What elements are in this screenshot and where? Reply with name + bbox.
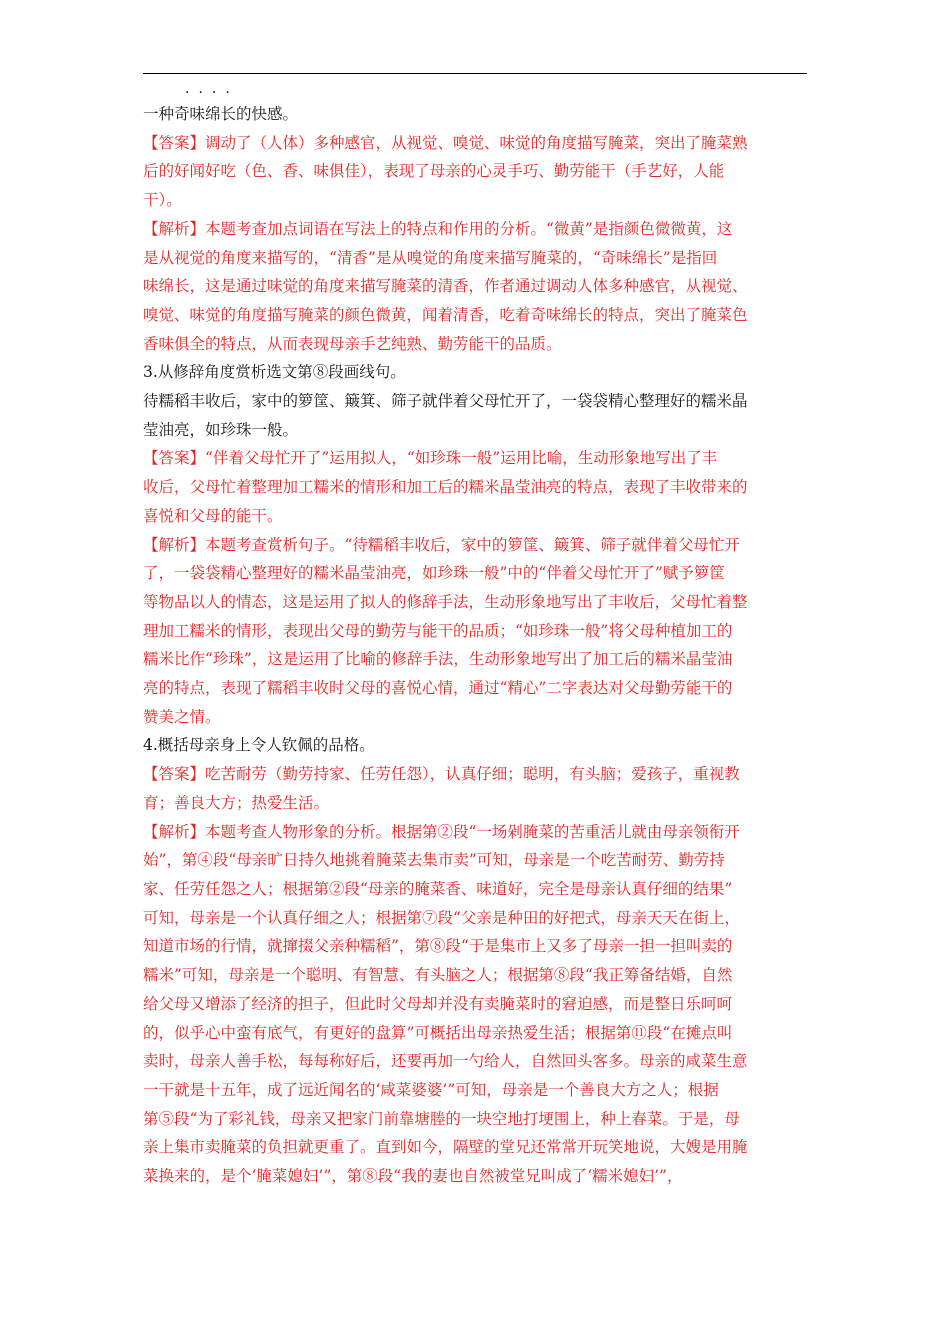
text-line: 第⑤段“为了彩礼钱，母亲又把家门前靠塘塍的一块空地打埂围上，种上春菜。于是，母 <box>143 1109 740 1128</box>
text-line: 给父母又增添了经济的担子，但此时父母却并没有卖腌菜时的窘迫感，而是整日乐呵呵 <box>143 994 733 1013</box>
text-line: 莹油亮，如珍珠一般。 <box>143 420 299 439</box>
text-line: 了，一袋袋精心整理好的糯米晶莹油亮，如珍珠一般”中的“伴着父母忙开了”赋予箩筐 <box>143 564 725 583</box>
text-line: 3.从修辞角度赏析选文第⑧段画线句。 <box>143 363 406 382</box>
text-line: 收后，父母忙着整理加工糯米的情形和加工后的糯米晶莹油亮的特点，表现了丰收带来的 <box>143 478 748 497</box>
text-line: 卖时，母亲人善手松，每每称好后，还要再加一勺给人，自然回头客多。母亲的咸菜生意 <box>143 1052 748 1071</box>
text-line: 亮的特点，表现了糯稻丰收时父母的喜悦心情，通过“精心”二字表达对父母勤劳能干的 <box>143 679 733 698</box>
text-line: 待糯稻丰收后，家中的箩筐、簸箕、筛子就伴着父母忙开了，一袋袋精心整理好的糯米晶 <box>143 392 748 411</box>
text-line: 嗅觉、味觉的角度描写腌菜的颜色微黄，闻着清香，吃着奇味绵长的特点，突出了腌菜色 <box>143 305 748 324</box>
text-line: 赞美之情。 <box>143 707 221 726</box>
text-line: 【解析】本题考查赏析句子。“待糯稻丰收后，家中的箩筐、簸箕、筛子就伴着父母忙开 <box>143 535 740 554</box>
emphasis-dots: ···· <box>185 85 239 101</box>
text-line: 等物品以人的情态，这是运用了拟人的修辞手法，生动形象地写出了丰收后，父母忙着整 <box>143 592 748 611</box>
text-line: 喜悦和父母的能干。 <box>143 506 283 525</box>
text-line: 【解析】本题考查加点词语在写法上的特点和作用的分析。“微黄”是指颜色微微黄，这 <box>143 219 733 238</box>
text-line: 可知，母亲是一个认真仔细之人；根据第⑦段“父亲是种田的好把式，母亲天天在街上， <box>143 908 740 927</box>
text-line: 【答案】“伴着父母忙开了”运用拟人，“如珍珠一般”运用比喻，生动形象地写出了丰 <box>143 449 718 468</box>
text-line: 一种奇味绵长的快感。 ···· <box>143 85 299 123</box>
text-line: 味绵长，这是通过味觉的角度来描写腌菜的清香，作者通过调动人体多种感官，从视觉、 <box>143 277 748 296</box>
text-line: 【解析】本题考查人物形象的分析。根据第②段“一场剁腌菜的苦重活儿就由母亲领衔开 <box>143 822 740 841</box>
text-line: 家、任劳任怨之人；根据第②段“母亲的腌菜香、味道好，完全是母亲认真仔细的结果” <box>143 879 733 898</box>
text-line: 是从视觉的角度来描写的，“清香”是从嗅觉的角度来描写腌菜的，“奇味绵长”是指回 <box>143 248 718 267</box>
text-line: 香味俱全的特点，从而表现母亲手艺纯熟、勤劳能干的品质。 <box>143 334 562 353</box>
text-line: 后的好闻好吃（色、香、味俱佳），表现了母亲的心灵手巧、勤劳能干（手艺好，人能 <box>143 162 725 181</box>
text-line: 糯米比作“珍珠”，这是运用了比喻的修辞手法，生动形象地写出了加工后的糯米晶莹油 <box>143 650 733 669</box>
text-line: 知道市场的行情，就撺掇父亲种糯稻”，第⑧段“于是集市上又多了母亲一担一担叫卖的 <box>143 937 733 956</box>
text-line: 【答案】调动了（人体）多种感官，从视觉、嗅觉、味觉的角度描写腌菜，突出了腌菜熟 <box>143 133 748 152</box>
text-line: 育；善良大方；热爱生活。 <box>143 793 330 812</box>
text-line: 菜换来的，是个‘腌菜媳妇’”，第⑧段“我的妻也自然被堂兄叫成了‘糯米媳妇’”， <box>143 1167 683 1186</box>
text-line: 【答案】吃苦耐劳（勤劳持家、任劳任怨），认真仔细；聪明，有头脑；爱孩子，重视教 <box>143 765 740 784</box>
text-line: 的，似乎心中蛮有底气，有更好的盘算”可概括出母亲热爱生活；根据第⑪段“在摊点叫 <box>143 1023 733 1042</box>
text-line: 亲上集市卖腌菜的负担就更重了。直到如今，隔壁的堂兄还常常开玩笑地说，大嫂是用腌 <box>143 1138 748 1157</box>
text-line: 始”，第④段“母亲旷日持久地挑着腌菜去集市卖”可知，母亲是一个吃苦耐劳、勤劳持 <box>143 851 725 870</box>
text-line: 理加工糯米的情形，表现出父母的勤劳与能干的品质；“如珍珠一般”将父母种植加工的 <box>143 621 733 640</box>
header-rule <box>143 73 807 74</box>
text-line: 糯米”可知，母亲是一个聪明、有智慧、有头脑之人；根据第⑧段“我正筹备结婚，自然 <box>143 966 733 985</box>
document-body <box>143 85 803 1191</box>
text-line: 一干就是十五年，成了远近闻名的‘咸菜婆婆’”可知，母亲是一个善良大方之人；根据 <box>143 1080 719 1099</box>
text-line: 4.概括母亲身上令人钦佩的品格。 <box>143 736 375 755</box>
text-line: 干）。 <box>143 191 182 210</box>
